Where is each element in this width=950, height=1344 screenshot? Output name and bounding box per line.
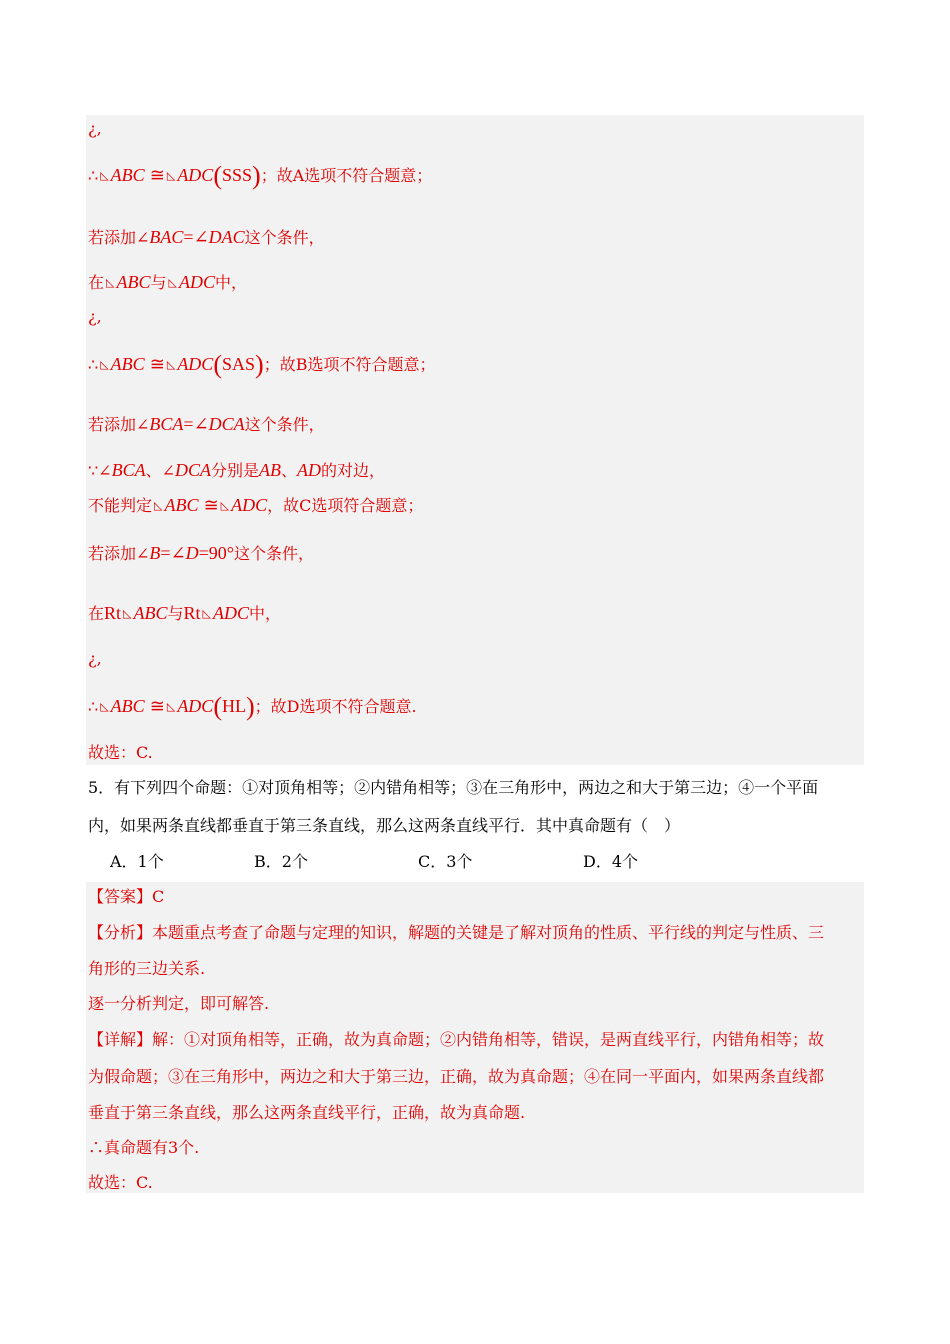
solution-block-previous <box>86 115 864 765</box>
solution-line: ¿, <box>88 307 102 326</box>
conclusion-line-a: ∴ ◺ ABC ≅ ◺ ADC(SSS)；故A选项不符合题意； <box>88 161 433 190</box>
conclusion-line-c: 不能判定 ◺ ABC ≅ ◺ ADC，故C选项符合题意； <box>88 495 424 515</box>
solution-line: ¿, <box>88 649 102 668</box>
conclusion-line-d: ∴ ◺ ABC ≅ ◺ ADC(HL)；故D选项不符合题意. <box>88 692 417 721</box>
final-choice-prev: 故选：C. <box>88 743 153 762</box>
conclusion-line-b: ∴ ◺ ABC ≅ ◺ ADC(SAS)；故B选项不符合题意； <box>88 350 436 379</box>
option-d: D．4个 <box>583 852 639 871</box>
detail-line: 垂直于第三条直线，那么这两条直线平行，正确，故为真命题. <box>88 1103 526 1122</box>
final-choice: 故选：C. <box>88 1173 153 1192</box>
solution-line: ¿, <box>88 119 102 138</box>
detail-line: 为假命题；③在三角形中，两边之和大于第三边，正确，故为真命题；④在同一平面内，如果两条直线都 <box>88 1067 825 1086</box>
analysis-line: 【分析】本题重点考查了命题与定理的知识，解题的关键是了解对顶角的性质、平行线的判定与性质、三 <box>88 923 825 942</box>
option-a: A．1个 <box>110 852 164 871</box>
answer-line: 【答案】C <box>88 887 165 906</box>
condition-line-d: 若添加∠B=∠D=90°这个条件， <box>88 543 315 563</box>
option-b: B．2个 <box>254 852 308 871</box>
reason-line-c: ∵∠BCA、∠DCA分别是AB、AD的对边， <box>88 460 386 480</box>
detail-line: 【详解】解：①对顶角相等，正确，故为真命题；②内错角相等，错误，是两直线平行，内错角相等；故 <box>88 1030 825 1049</box>
option-c: C．3个 <box>418 852 473 871</box>
analysis-line: 逐一分析判定，即可解答. <box>88 994 270 1013</box>
triangle-line-d: 在Rt ◺ ABC与Rt ◺ ADC中， <box>88 603 282 623</box>
condition-line-b: 若添加∠BAC=∠DAC这个条件， <box>88 227 325 247</box>
triangle-line-b: 在 ◺ ABC与 ◺ ADC中， <box>88 272 247 292</box>
analysis-line: 角形的三边关系. <box>88 959 206 978</box>
condition-line-c: 若添加∠BCA=∠DCA这个条件， <box>88 414 325 434</box>
question-text: 5．有下列四个命题：①对顶角相等；②内错角相等；③在三角形中，两边之和大于第三边；④一个平面 <box>88 778 819 797</box>
question-text: 内，如果两条直线都垂直于第三条直线，那么这两条直线平行．其中真命题有（ ） <box>88 816 681 835</box>
count-line: ∴真命题有3个. <box>88 1138 200 1157</box>
